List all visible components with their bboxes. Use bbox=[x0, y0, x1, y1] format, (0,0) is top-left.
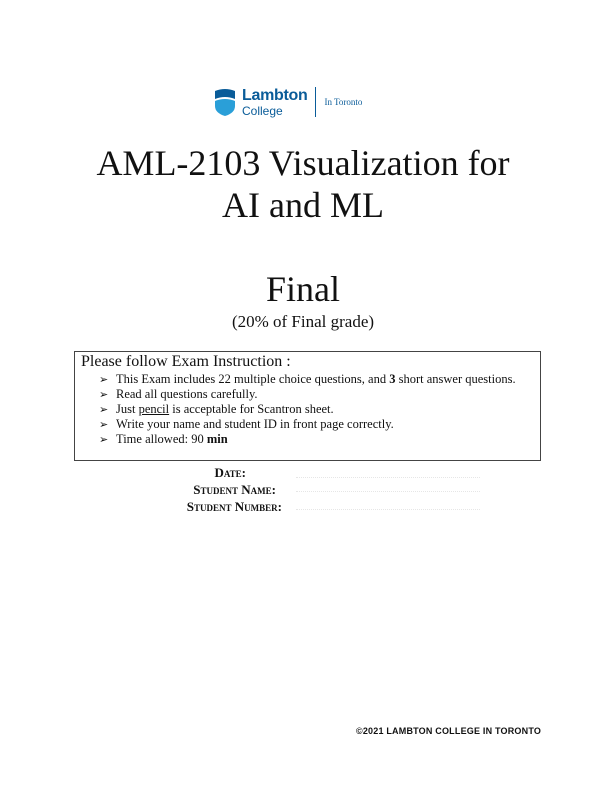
student-number-label: Student Number: bbox=[186, 499, 282, 514]
date-field[interactable] bbox=[296, 477, 480, 478]
course-title bbox=[0, 142, 606, 226]
exam-weight: (20% of Final grade) bbox=[231, 312, 375, 331]
instruction-text: Time allowed: 90 bbox=[116, 432, 207, 446]
instruction-text: is acceptable for Scantron sheet. bbox=[169, 402, 334, 416]
instruction-text: Read all questions carefully. bbox=[116, 387, 258, 401]
college-logo bbox=[214, 84, 362, 120]
arrow-bullet-icon: ➢ bbox=[99, 418, 109, 431]
instruction-bold: 3 bbox=[389, 372, 396, 386]
logo-name-line1: Lambton bbox=[242, 86, 308, 104]
date-label: Date: bbox=[214, 465, 246, 480]
course-title-line1: AML-2103 Visualization for bbox=[96, 143, 510, 183]
lambton-shield-icon bbox=[214, 87, 236, 117]
exam-heading: Final bbox=[265, 269, 340, 309]
logo-location: In Toronto bbox=[324, 97, 363, 107]
instructions-heading: Please follow Exam Instruction : bbox=[81, 353, 291, 370]
instruction-item bbox=[99, 402, 516, 417]
arrow-bullet-icon: ➢ bbox=[99, 373, 109, 386]
student-number-field[interactable] bbox=[296, 509, 480, 510]
student-name-field[interactable] bbox=[296, 491, 480, 492]
student-name-label: Student Name: bbox=[193, 482, 276, 497]
instruction-text: short answer questions. bbox=[395, 372, 516, 386]
arrow-bullet-icon: ➢ bbox=[99, 433, 109, 446]
instructions-list bbox=[99, 372, 516, 447]
instructions-box bbox=[74, 351, 541, 461]
instruction-item bbox=[99, 387, 516, 402]
logo-divider bbox=[315, 87, 316, 117]
arrow-bullet-icon: ➢ bbox=[99, 403, 109, 416]
copyright-footer: ©2021 LAMBTON COLLEGE IN TORONTO bbox=[356, 726, 542, 736]
instruction-item bbox=[99, 432, 516, 447]
arrow-bullet-icon: ➢ bbox=[99, 388, 109, 401]
logo-name-line2: College bbox=[242, 103, 283, 118]
course-title-line2: AI and ML bbox=[222, 185, 384, 225]
instruction-item bbox=[99, 417, 516, 432]
instruction-item bbox=[99, 372, 516, 387]
instruction-text: This Exam includes 22 multiple choice questions, and bbox=[116, 372, 390, 386]
instruction-bold: min bbox=[206, 432, 228, 446]
instruction-text: Write your name and student ID in front page correctly. bbox=[116, 417, 394, 431]
instruction-underline: pencil bbox=[138, 402, 170, 416]
instruction-text: Just bbox=[116, 402, 139, 416]
